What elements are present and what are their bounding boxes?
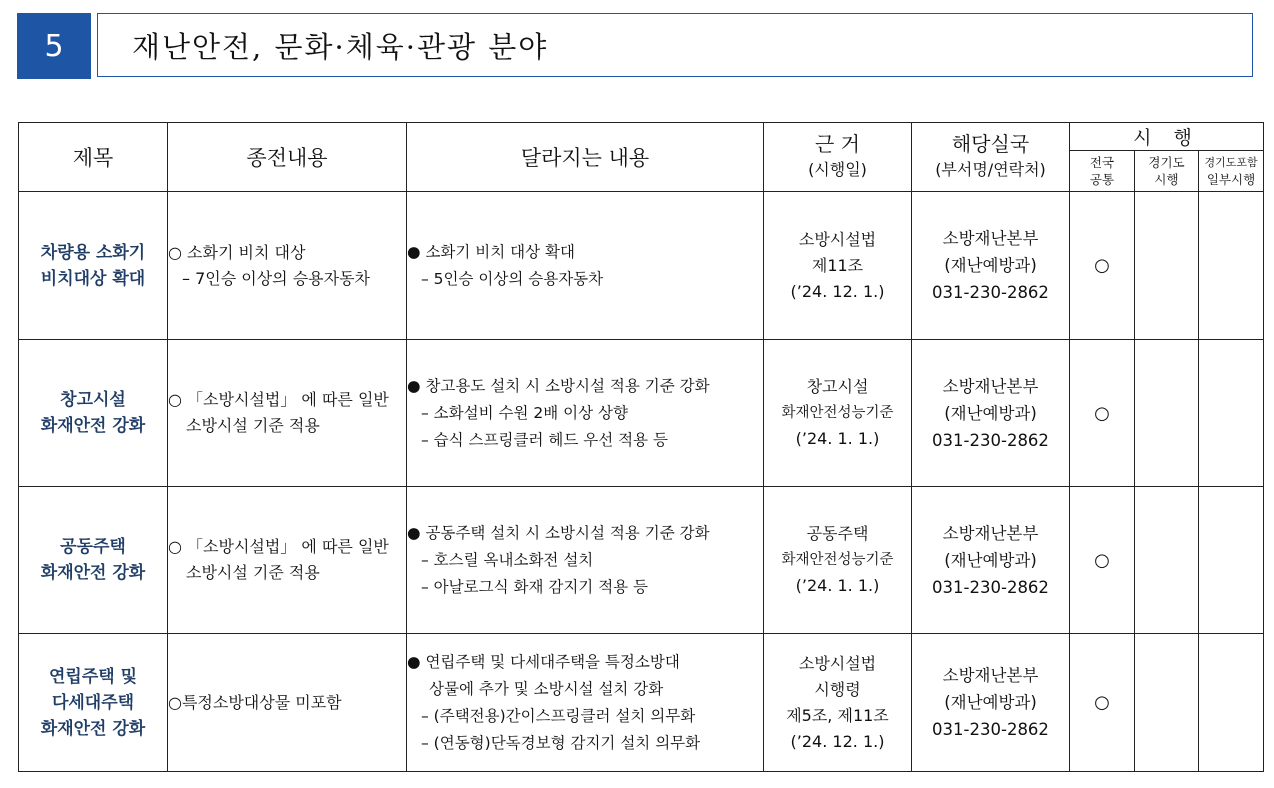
basis-line: 화재안전성능기준	[781, 405, 894, 421]
basis-line: 화재안전성능기준	[781, 552, 894, 568]
previous-line: ○ 「소방시설법」 에 따른 일반	[168, 537, 389, 556]
previous-line: ○ 소화기 비치 대상	[168, 242, 306, 262]
section-title-box	[97, 13, 1253, 77]
previous-line: ○특정소방대상물 미포함	[168, 692, 342, 712]
basis-line: (’24. 1. 1.)	[795, 429, 880, 448]
row-basis	[764, 487, 912, 634]
header-department-sub: (부서명/연락처)	[935, 160, 1046, 179]
row-title	[19, 192, 168, 340]
department-line: 031-230-2862	[932, 283, 1049, 302]
header-department-label: 해당실국	[951, 132, 1030, 156]
gyeonggi-mark	[1135, 192, 1199, 340]
row-department	[912, 340, 1070, 487]
basis-line: (’24. 12. 1.)	[790, 731, 885, 751]
changes-line: ● 창고용도 설치 시 소방시설 적용 기준 강화	[407, 376, 710, 395]
row-changes	[407, 192, 764, 340]
nationwide-mark: ○	[1070, 192, 1135, 340]
row-title	[19, 487, 168, 634]
header-nationwide-line2: 공통	[1089, 172, 1115, 187]
changes-line: – 습식 스프링클러 헤드 우선 적용 등	[421, 430, 668, 449]
department-line: 031-230-2862	[932, 720, 1049, 739]
department-line: 031-230-2862	[932, 430, 1049, 450]
department-line: (재난예방과)	[944, 550, 1037, 570]
changes-line: – 5인승 이상의 승용자동차	[421, 269, 604, 288]
basis-line: 소방시설법	[798, 229, 877, 249]
row-department	[912, 634, 1070, 772]
basis-line: 제11조	[811, 255, 864, 275]
basis-line: 시행령	[814, 679, 861, 699]
row-previous	[168, 192, 407, 340]
row-changes	[407, 487, 764, 634]
department-line: 소방재난본부	[942, 666, 1039, 685]
department-line: 소방재난본부	[942, 376, 1039, 396]
row-basis	[764, 634, 912, 772]
header-partial	[1199, 151, 1264, 192]
row-title-line: 화재안전 강화	[40, 416, 146, 436]
row-title-line: 창고시설	[60, 390, 126, 410]
header-previous: 종전내용	[168, 123, 407, 192]
department-line: 소방재난본부	[942, 523, 1039, 543]
changes-line: – 호스릴 옥내소화전 설치	[421, 550, 594, 569]
table-row	[19, 192, 1264, 340]
partial-mark	[1199, 487, 1264, 634]
department-line: 소방재난본부	[942, 229, 1039, 248]
header-partial-line1: 경기도포함	[1204, 156, 1258, 169]
header-implementation: 시 행	[1070, 123, 1264, 151]
row-previous	[168, 487, 407, 634]
row-title-line: 공동주택	[60, 537, 126, 557]
basis-line: 공동주택	[806, 524, 869, 543]
header-basis-sub: (시행일)	[808, 160, 867, 179]
changes-line: – 아날로그식 화재 감지기 적용 등	[421, 577, 649, 596]
row-changes	[407, 340, 764, 487]
basis-line: (’24. 12. 1.)	[790, 281, 885, 301]
department-line: (재난예방과)	[944, 693, 1037, 712]
row-title	[19, 340, 168, 487]
basis-line: 제5조, 제11조	[786, 705, 889, 725]
table-row	[19, 340, 1264, 487]
changes-line: ● 공동주택 설치 시 소방시설 적용 기준 강화	[407, 523, 710, 542]
header-department	[912, 123, 1070, 192]
header-title: 제목	[19, 123, 168, 192]
row-title-line: 화재안전 강화	[40, 718, 146, 739]
gyeonggi-mark	[1135, 634, 1199, 772]
nationwide-mark: ○	[1070, 634, 1135, 772]
gyeonggi-mark	[1135, 487, 1199, 634]
previous-line: ○ 「소방시설법」 에 따른 일반	[168, 390, 389, 409]
nationwide-mark: ○	[1070, 487, 1135, 634]
row-title-line: 비치대상 확대	[40, 268, 146, 289]
header-basis-label: 근 거	[815, 132, 860, 156]
table-row	[19, 634, 1264, 772]
header-nationwide	[1070, 151, 1135, 192]
section-number-badge: 5	[17, 13, 91, 79]
row-title-line: 다세대주택	[51, 692, 135, 713]
row-title	[19, 634, 168, 772]
row-title-line: 연립주택 및	[48, 666, 138, 687]
row-basis	[764, 192, 912, 340]
changes-line: ● 소화기 비치 대상 확대	[407, 242, 575, 261]
gyeonggi-mark	[1135, 340, 1199, 487]
department-line: (재난예방과)	[944, 256, 1037, 275]
header-gyeonggi	[1135, 151, 1199, 192]
row-previous	[168, 634, 407, 772]
changes-line: – (연동형)단독경보형 감지기 설치 의무화	[421, 733, 701, 752]
changes-line: 상물에 추가 및 소방시설 설치 강화	[429, 679, 664, 698]
changes-line: – 소화설비 수원 2배 이상 상향	[421, 403, 628, 422]
partial-mark	[1199, 634, 1264, 772]
nationwide-mark: ○	[1070, 340, 1135, 487]
row-basis	[764, 340, 912, 487]
previous-line: 소방시설 기준 적용	[186, 563, 320, 582]
header-gyeonggi-line1: 경기도	[1148, 155, 1185, 170]
previous-line: 소방시설 기준 적용	[186, 416, 320, 435]
department-line: (재난예방과)	[944, 403, 1037, 423]
row-title-line: 화재안전 강화	[40, 563, 146, 583]
department-line: 031-230-2862	[932, 577, 1049, 597]
section-title: 재난안전, 문화·체육·관광 분야	[132, 29, 549, 64]
row-changes	[407, 634, 764, 772]
row-department	[912, 192, 1070, 340]
row-department	[912, 487, 1070, 634]
header-nationwide-line1: 전국	[1089, 155, 1115, 170]
partial-mark	[1199, 340, 1264, 487]
partial-mark	[1199, 192, 1264, 340]
previous-line: – 7인승 이상의 승용자동차	[182, 268, 370, 288]
changes-line: ● 연립주택 및 다세대주택을 특정소방대	[407, 652, 680, 671]
header-basis	[764, 123, 912, 192]
table-row	[19, 487, 1264, 634]
basis-line: 창고시설	[806, 377, 869, 396]
policy-change-table	[18, 122, 1264, 772]
header-gyeonggi-line2: 시행	[1154, 172, 1179, 187]
changes-line: – (주택전용)간이스프링클러 설치 의무화	[421, 706, 696, 725]
basis-line: (’24. 1. 1.)	[795, 576, 880, 595]
basis-line: 소방시설법	[798, 653, 877, 673]
row-previous	[168, 340, 407, 487]
header-changes: 달라지는 내용	[407, 123, 764, 192]
row-title-line: 차량용 소화기	[40, 242, 146, 263]
header-partial-line2: 일부시행	[1206, 172, 1256, 187]
